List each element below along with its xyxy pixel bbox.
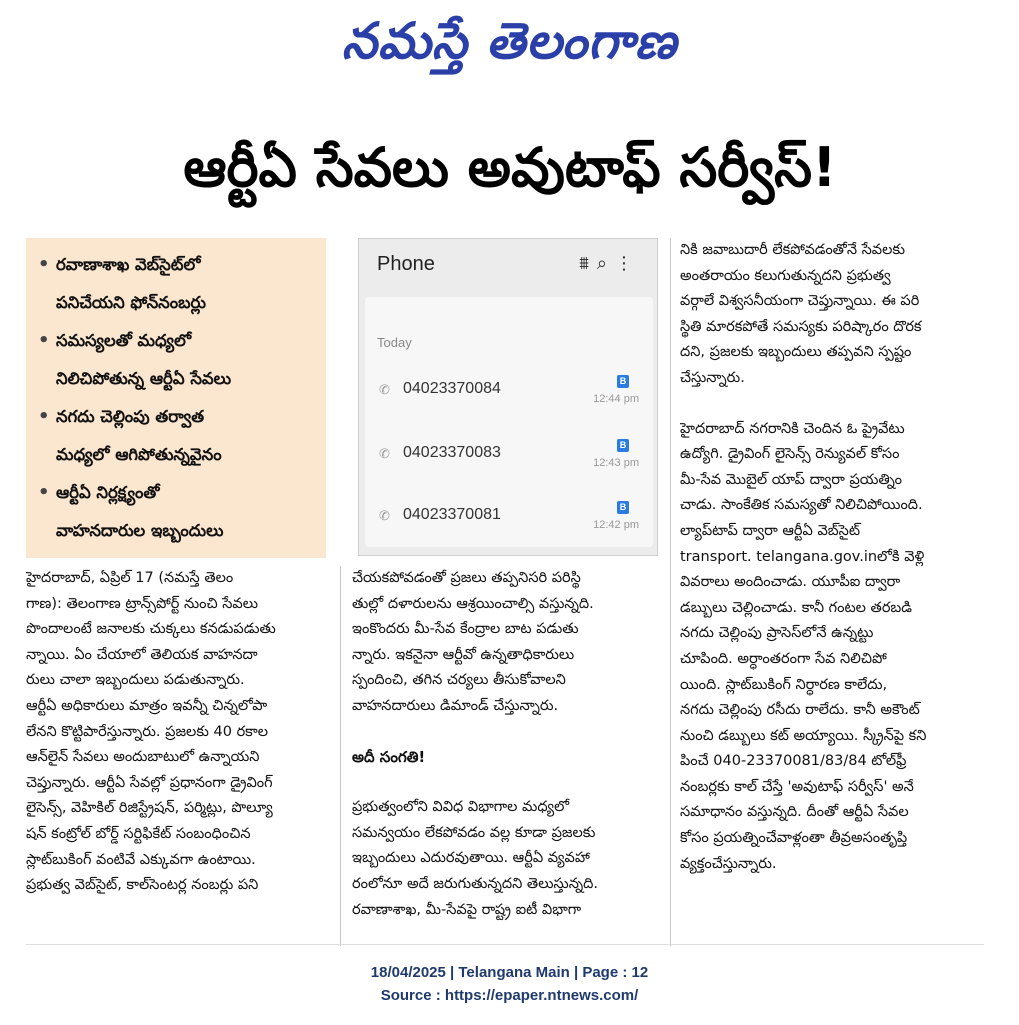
call-number: 04023370083 — [403, 444, 501, 461]
article-line: లేనని కొట్టిపారేస్తున్నారు. ప్రజలకు 40 రకాల — [26, 723, 269, 740]
article-line: హైదరాబాద్, ఏప్రిల్ 17 (నమస్తే తెలం — [26, 570, 234, 586]
article-line: ప్రభుత్వంలోని వివిధ విభాగాల మధ్యలో — [352, 799, 570, 816]
section-subheading: అదీ సంగతి! — [352, 747, 426, 766]
call-log-section-label: Today — [377, 335, 412, 350]
article-line: ఇబ్బందులు ఎదురవుతాయి. ఆర్టీఏ వ్యవహా — [352, 850, 590, 867]
highlight-item — [34, 246, 318, 322]
article-line: హైదరాబాద్ నగరానికి చెందిన ఓ ప్రైవేటు — [680, 420, 905, 437]
article-line: వర్గాలే విశ్వసనీయంగా చెప్తున్నాయి. ఈ పరి — [680, 293, 920, 310]
article-line: ఉద్యోగి. డ్రైవింగ్ లైసెన్స్ రెన్యువల్ కోసం — [680, 446, 900, 463]
highlight-line: పనిచేయని ఫోన్‌నంబర్లు — [56, 293, 207, 312]
article-column-3 — [680, 238, 990, 877]
more-icon: ⋮ — [615, 253, 641, 274]
highlight-line: వాహనదారుల ఇబ్బందులు — [56, 521, 224, 540]
article-line: రవాణాశాఖ, మీ-సేవపై రాష్ట్ర ఐటీ విభాగా — [352, 901, 582, 918]
footer-source: Source : https://epaper.ntnews.com/ — [380, 987, 639, 1004]
article-line: పొందాలంటే జనాలకు చుక్కలు కనడుపడుతు — [26, 621, 276, 638]
call-entry — [377, 501, 647, 541]
article-line: కోసం ప్రయత్నించేవాళ్లంతా తీవ్రఅసంతృప్తి — [680, 830, 908, 847]
article-line: తుల్లో దళారులను ఆశ్రయించాల్సి వస్తున్నది. — [352, 595, 594, 612]
article-column-1 — [26, 566, 326, 899]
call-time: 12:44 pm — [593, 393, 639, 405]
article-line: గాణ): తెలంగాణ ట్రాన్స్‌పోర్ట్ నుంచి సేవలు — [26, 595, 259, 612]
article-line: ల్యాప్‌టాప్ ద్వారా ఆర్టీఏ వెబ్‌సైట్ — [680, 522, 861, 539]
article-line: రులు చాలా ఇబ్బందులు పడుతున్నారు. — [26, 672, 245, 689]
article-line: వాహనదారులు డిమాండ్ చేస్తున్నారు. — [352, 697, 559, 714]
outgoing-call-icon: ✆ — [379, 383, 390, 398]
outgoing-call-icon: ✆ — [379, 509, 390, 524]
highlight-line: నిలిచిపోతున్న ఆర్టీఏ సేవలు — [56, 369, 232, 388]
spacer — [352, 720, 672, 745]
call-time: 12:43 pm — [593, 457, 639, 469]
article-line: స్థితి మారకపోతే సమస్యకు పరిష్కారం దొరక — [680, 318, 922, 335]
article-line: అంతరాయం కలుగుతున్నదని ప్రభుత్వ — [680, 267, 891, 284]
footer-edition-info: 18/04/2025 | Telangana Main | Page : 12 — [370, 964, 649, 981]
phone-app-title: Phone — [377, 253, 435, 275]
newspaper-masthead: నమస్తే తెలంగాణ — [341, 11, 678, 70]
article-line: దని, ప్రజలకు ఇబ్బందులు తప్పవని స్పష్టం — [680, 344, 912, 361]
article-line: నంబర్లకు కాల్ చేస్తే 'అవుటాఫ్ సర్వీస్' అనే — [680, 778, 914, 795]
highlight-item — [34, 398, 318, 474]
article-line: న్నారు. ఇకనైనా ఆర్టీవో ఉన్నతాధికారులు — [352, 646, 575, 663]
footer-divider — [26, 944, 984, 945]
article-line: నగదు చెల్లింపు రసీదు రాలేదు. కానీ అకౌంట్ — [680, 702, 920, 719]
article-headline: ఆర్టీఏ సేవలు అవుటాఫ్ సర్వీస్! — [183, 136, 837, 199]
article-line: ఆన్‌లైన్ సేవలు అందుబాటులో ఉన్నాయని — [26, 749, 260, 766]
sim-badge: B — [617, 375, 629, 388]
outgoing-call-icon: ✆ — [379, 447, 390, 462]
search-icon: ⌕ — [596, 253, 615, 274]
column-divider — [340, 566, 341, 946]
sim-badge: B — [617, 439, 629, 452]
article-line: వివరాలు అందించాడు. యూపీఐ ద్వారా — [680, 574, 901, 591]
article-line: ఆర్టీఏ అధికారులు మాత్రం ఇవన్నీ చిన్నలోపా — [26, 697, 268, 714]
phone-toolbar-icons — [579, 253, 641, 274]
call-entry — [377, 439, 647, 479]
highlight-line: రవాణాశాఖ వెబ్‌సైట్‌లో — [56, 255, 201, 274]
article-line: ప్రభుత్వ వెబ్‌సైట్, కాల్‌సెంటర్ల నంబర్లు పని — [26, 877, 259, 894]
article-line: న్నాయి. ఏం చేయాలో తెలియక వాహనదా — [26, 646, 258, 663]
phone-call-log-screenshot — [358, 238, 658, 556]
article-line: సమన్వయం లేకపోవడం వల్ల కూడా ప్రజలకు — [352, 824, 596, 841]
article-line: చాడు. సాంకేతిక సమస్యతో నిలిచిపోయింది. — [680, 497, 923, 514]
call-number: 04023370081 — [403, 506, 501, 523]
bullet-icon: • — [38, 406, 50, 427]
call-time: 12:42 pm — [593, 519, 639, 531]
highlight-line: సమస్యలతో మధ్యలో — [56, 331, 192, 350]
article-column-2 — [352, 566, 672, 923]
article-line: వ్యక్తంచేస్తున్నారు. — [680, 855, 777, 872]
article-line: చేస్తున్నారు. — [680, 369, 745, 386]
article-line: షన్ కంట్రోల్ బోర్డ్ సర్టిఫికేట్ సంబంధించిన — [26, 825, 251, 842]
bullet-icon: • — [38, 482, 50, 503]
article-line: ఇంకొందరు మీ-సేవ కేంద్రాల బాట పడుతు — [352, 621, 579, 638]
article-line: మీ-సేవ మొబైల్ యాప్ ద్వారా ప్రయత్నిం — [680, 471, 902, 488]
article-line: లైసెన్స్, వెహికిల్ రిజిస్ట్రేషన్, పర్మిట్లు, పొల్యూ — [26, 800, 273, 817]
article-line: చేయకపోవడంతో ప్రజలు తప్పనిసరి పరిస్థి — [352, 570, 581, 586]
highlight-line: మధ్యలో ఆగిపోతున్నవైనం — [56, 445, 222, 464]
article-line: చెప్తున్నారు. ఆర్టీఏ సేవల్లో ప్రధానంగా డ్రైవింగ్ — [26, 774, 273, 791]
highlight-item — [34, 322, 318, 398]
highlight-line: నగదు చెల్లింపు తర్వాత — [56, 407, 205, 426]
spacer — [680, 392, 990, 417]
bullet-icon: • — [38, 254, 50, 275]
article-line: డబ్బులు చెల్లించాడు. కానీ గంటల తరబడి — [680, 599, 913, 616]
article-line: నుంచి డబ్బులు కట్ అయ్యాయి. స్క్రీన్‌పై కని — [680, 727, 927, 744]
article-line: స్పందించి, తగిన చర్యలు తీసుకోవాలని — [352, 672, 566, 689]
bullet-icon: • — [38, 330, 50, 351]
call-entry — [377, 375, 647, 415]
article-line: చూపింది. అర్ధాంతరంగా సేవ నిలిచిపో — [680, 650, 887, 667]
article-line: transport. telangana.gov.inలోకి వెళ్లి — [680, 548, 925, 565]
highlight-item — [34, 474, 318, 550]
article-line: రంలోనూ అదే జరుగుతున్నదని తెలుస్తున్నది. — [352, 875, 599, 892]
article-line: పించే 040-23370081/83/84 టోల్‌ఫ్రీ — [680, 753, 907, 770]
spacer — [352, 770, 672, 795]
article-line: యింది. స్లాట్‌బుకింగ్ నిర్ధారణ కాలేదు, — [680, 676, 888, 693]
call-number: 04023370084 — [403, 380, 501, 397]
sim-badge: B — [617, 501, 629, 514]
highlights-box — [26, 238, 326, 558]
article-line: నగదు చెల్లింపు ప్రాసెస్‌లోనే ఉన్నట్టు — [680, 625, 874, 642]
article-line: స్లాట్‌బుకింగ్ వంటివే ఎక్కువగా ఉంటాయి. — [26, 851, 256, 868]
article-line: నికి జవాబుదారీ లేకపోవడంతోనే సేవలకు — [680, 242, 905, 258]
filter-icon: ⩩ — [579, 253, 597, 274]
highlight-line: ఆర్టీఏ నిర్లక్ష్యంతో — [56, 483, 160, 502]
article-line: సమాధానం వస్తున్నది. దీంతో ఆర్టీఏ సేవల — [680, 804, 909, 821]
